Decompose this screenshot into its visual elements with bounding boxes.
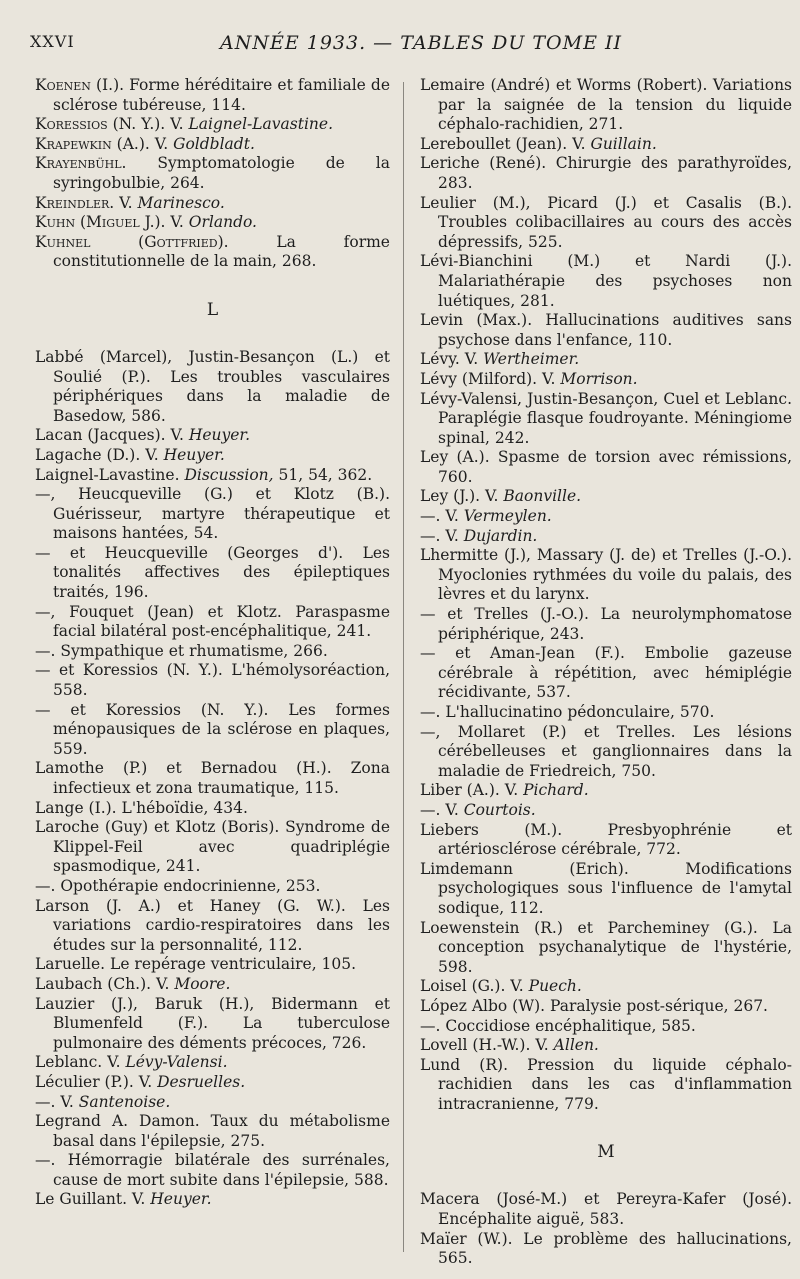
entry-italic: Moore. — [174, 974, 231, 993]
index-entry — [35, 194, 390, 214]
entry-text: La forme constitutionnelle de la main, 268. — [53, 232, 390, 271]
entry-text: —. V. — [420, 800, 464, 819]
entry-name: Koenen (I.). — [35, 76, 125, 94]
index-entry — [35, 759, 390, 798]
entry-text: Léculier (P.). V. — [35, 1072, 158, 1091]
index-entry — [420, 1056, 792, 1115]
index-entry — [35, 213, 390, 233]
entry-text: Laroche (Guy) et Klotz (Boris). Syndrome de Klippel-Feil avec quadriplégie spasmodique, 241. — [35, 818, 390, 876]
index-entry — [420, 194, 792, 253]
entry-italic: Morrison. — [560, 369, 638, 388]
entry-text: V. — [114, 193, 138, 212]
entry-text: —. V. — [420, 526, 464, 545]
entry-text: Symptomatologie de la syringobulbie, 264. — [53, 154, 390, 192]
entry-italic: Allen. — [553, 1036, 599, 1055]
index-entry — [420, 350, 792, 370]
entry-text: V. — [165, 213, 189, 232]
entry-text: Ley (J.). V. — [420, 487, 504, 506]
entry-text: V. — [165, 115, 189, 134]
entry-text: Lange (I.). L'héboïdie, 434. — [35, 798, 248, 817]
entry-text: Liebers (M.). Presbyophrénie et artériosclérose cérébrale, 772. — [420, 820, 792, 859]
index-entry — [420, 370, 792, 390]
entry-name: Kuhn (Miguel J.). — [35, 213, 166, 232]
entry-text: —, Heucqueville (G.) et Klotz (B.). Guérisseur, martyre thérapeutique et maisons hantées, 54. — [35, 485, 390, 543]
index-entry — [35, 135, 390, 155]
entry-text: Lhermitte (J.), Massary (J. de) et Trelles (J.-O.). Myoclonies rythmées du voile du palais, des lèvres et du larynx. — [420, 546, 792, 604]
entry-text: Lovell (H.-W.). V. — [420, 1036, 554, 1055]
entry-text: Leulier (M.), Picard (J.) et Casalis (B.). Troubles colibacillaires au cours des accès dépressifs, 525. — [420, 193, 792, 251]
index-entry — [35, 818, 390, 877]
index-entry — [35, 1112, 390, 1151]
running-title: ANNÉE 1933. — TABLES DU TOME II — [220, 32, 622, 54]
index-entry — [420, 977, 792, 997]
entry-text: —. Opothérapie endocrinienne, 253. — [35, 876, 321, 895]
entry-text: Forme héréditaire et familiale de sclérose tubéreuse, 114. — [53, 76, 390, 114]
section-letter: L — [206, 299, 219, 320]
index-entry — [35, 642, 390, 662]
entry-tail: 51, 54, 362. — [273, 465, 373, 484]
entry-text: —. Coccidiose encéphalitique, 585. — [420, 1016, 696, 1035]
entry-italic: Pichard. — [523, 781, 589, 800]
section-letter: M — [597, 1142, 615, 1163]
entry-name: Kuhnel (Gottfried). — [35, 232, 229, 251]
index-entry — [420, 723, 792, 782]
entry-text: — et Aman-Jean (F.). Embolie gazeuse cérébrale à répétition, avec hémiplégie récidivante, 537. — [420, 644, 792, 702]
index-entry — [35, 661, 390, 700]
entry-text: Lacan (Jacques). V. — [35, 426, 189, 445]
index-entry — [35, 154, 390, 193]
entry-text: —. L'hallucinatino pédonculaire, 570. — [420, 703, 715, 721]
index-entry — [420, 252, 792, 311]
entry-text: Maïer (W.). Le problème des hallucinations, 565. — [420, 1229, 792, 1268]
index-entry — [420, 527, 792, 547]
index-entry — [35, 799, 390, 819]
index-entry — [35, 955, 390, 975]
column-divider — [403, 82, 404, 1252]
index-entry — [420, 448, 792, 487]
left-column — [35, 76, 390, 1210]
entry-text: Lévi-Bianchini (M.) et Nardi (J.). Malariathérapie des psychoses non luétiques, 281. — [420, 252, 792, 310]
index-entry — [420, 546, 792, 605]
index-entry — [420, 997, 792, 1017]
index-entry — [35, 1093, 390, 1113]
entry-italic: Goldbladt. — [173, 134, 255, 153]
entry-text: Lamothe (P.) et Bernadou (H.). Zona infectieux et zona traumatique, 115. — [35, 759, 390, 797]
entry-name: Koressios (N. Y.). — [35, 115, 166, 134]
index-entry — [35, 897, 390, 956]
index-entry — [35, 1190, 390, 1210]
entry-text: —, Mollaret (P.) et Trelles. Les lésions cérébelleuses et ganglionnaires dans la maladie de Friedreich, 750. — [420, 722, 792, 780]
entry-text: —. Sympathique et rhumatisme, 266. — [35, 641, 328, 660]
entry-text: Liber (A.). V. — [420, 781, 524, 800]
entry-italic: Vermeylen. — [463, 507, 552, 526]
index-entry — [420, 703, 792, 723]
entry-text: Lund (R). Pression du liquide céphalo-rachidien dans les cas d'inflammation intracranienne, 779. — [420, 1055, 792, 1113]
entry-italic: Santenoise. — [78, 1092, 171, 1111]
entry-text: Laubach (Ch.). V. — [35, 974, 175, 993]
entry-italic: Baonville. — [503, 487, 582, 506]
entry-text: Larson (J. A.) et Haney (G. W.). Les variations cardio-respiratoires dans les études sur la personnalité, 112. — [35, 896, 390, 954]
entry-text: —, Fouquet (Jean) et Klotz. Paraspasme facial bilatéral post-encéphalitique, 241. — [35, 602, 390, 641]
entry-italic: Marinesco. — [137, 193, 225, 212]
entry-name: Krayenbühl. — [35, 154, 127, 173]
entry-text: Leriche (René). Chirurgie des parathyroïdes, 283. — [420, 154, 792, 192]
entry-text: Laruelle. Le repérage ventriculaire, 105. — [35, 955, 357, 974]
index-entry — [35, 1053, 390, 1073]
index-entry — [420, 390, 792, 449]
index-entry — [420, 605, 792, 644]
entry-italic: Wertheimer. — [483, 350, 580, 369]
index-entry — [35, 975, 390, 995]
index-entry — [420, 821, 792, 860]
entry-italic: Courtois. — [463, 800, 536, 819]
index-entry — [35, 1073, 390, 1093]
entry-text: López Albo (W). Paralysie post-sérique, 267. — [420, 996, 768, 1015]
page-header — [30, 32, 790, 62]
entry-italic: Heuyer. — [188, 426, 251, 445]
entry-italic: Guillain. — [590, 134, 657, 153]
index-entry — [420, 781, 792, 801]
entry-text: Loisel (G.). V. — [420, 977, 529, 996]
entry-italic: Puech. — [528, 977, 582, 996]
index-entry — [35, 1151, 390, 1190]
entry-text: —. V. — [420, 507, 464, 526]
entry-text: — et Trelles (J.-O.). La neurolymphomatose périphérique, 243. — [420, 605, 792, 643]
entry-text: —. V. — [35, 1092, 79, 1111]
index-entry — [35, 446, 390, 466]
index-entry — [420, 135, 792, 155]
entry-text: Macera (José-M.) et Pereyra-Kafer (José). Encéphalite aiguë, 583. — [420, 1190, 792, 1229]
index-entry — [420, 154, 792, 193]
index-entry — [35, 466, 390, 486]
index-entry — [420, 860, 792, 919]
entry-text: Laignel-Lavastine. — [35, 465, 185, 484]
entry-text: —. Hémorragie bilatérale des surrénales, cause de mort subite dans l'épilepsie, 588. — [35, 1151, 390, 1189]
entry-text: Levin (Max.). Hallucinations auditives sans psychose dans l'enfance, 110. — [420, 311, 792, 349]
index-entry — [420, 487, 792, 507]
index-entry — [35, 701, 390, 760]
entry-italic: Heuyer. — [163, 445, 225, 464]
entry-text: Legrand A. Damon. Taux du métabolisme basal dans l'épilepsie, 275. — [35, 1112, 390, 1150]
index-entry — [35, 233, 390, 272]
index-entry — [420, 1230, 792, 1269]
index-entry — [35, 115, 390, 135]
index-entry — [420, 1036, 792, 1056]
entry-italic: Discussion, — [184, 465, 274, 484]
entry-text: Ley (A.). Spasme de torsion avec rémissions, 760. — [420, 448, 792, 486]
index-entry — [35, 603, 390, 642]
entry-text: Le Guillant. V. — [35, 1190, 151, 1209]
index-entry — [35, 348, 390, 426]
entry-text: Labbé (Marcel), Justin-Besançon (L.) et Soulié (P.). Les troubles vasculaires périphériques dans la maladie de Basedow, 586. — [35, 347, 390, 425]
entry-name: Kreindler. — [35, 193, 115, 212]
entry-italic: Orlando. — [188, 213, 257, 232]
index-entry — [35, 76, 390, 115]
index-entry — [420, 311, 792, 350]
entry-text: Limdemann (Erich). Modifications psychologiques sous l'influence de l'amytal sodique, 112. — [420, 859, 792, 917]
index-entry — [35, 426, 390, 446]
index-entry — [420, 1190, 792, 1229]
entry-text: Leblanc. V. — [35, 1053, 126, 1072]
entry-text: Lereboullet (Jean). V. — [420, 134, 591, 153]
index-entry — [420, 801, 792, 821]
entry-text: Lagache (D.). V. — [35, 445, 164, 464]
index-entry — [420, 76, 792, 135]
entry-text: — et Heucqueville (Georges d'). Les tonalités affectives des épileptiques traités, 196. — [35, 543, 390, 602]
index-entry — [35, 485, 390, 544]
entry-italic: Lévy-Valensi. — [125, 1053, 228, 1072]
entry-text: Lévy-Valensi, Justin-Besançon, Cuel et Leblanc. Paraplégie flasque foudroyante. Méningiome spinal, 242. — [420, 389, 792, 447]
entry-name: Krapewkin (A.). — [35, 134, 150, 153]
entry-italic: Desruelles. — [157, 1072, 246, 1091]
index-entry — [420, 919, 792, 978]
index-entry — [420, 644, 792, 703]
entry-italic: Laignel-Lavastine. — [188, 115, 334, 134]
entry-text: Lemaire (André) et Worms (Robert). Variations par la saignée de la tension du liquide céphalo-rachidien, 271. — [420, 76, 792, 134]
index-entry — [420, 1017, 792, 1037]
right-column — [420, 76, 792, 1269]
entry-text: Lauzier (J.), Baruk (H.), Bidermann et Blumenfeld (F.). La tuberculose pulmonaire des déments précoces, 726. — [35, 994, 390, 1052]
index-entry — [35, 544, 390, 603]
index-entry — [420, 507, 792, 527]
entry-text: — et Koressios (N. Y.). L'hémolysoréaction, 558. — [35, 661, 390, 700]
entry-text: Lévy (Milford). V. — [420, 369, 561, 388]
entry-text: Lévy. V. — [420, 350, 484, 369]
index-entry — [35, 995, 390, 1054]
entry-italic: Dujardin. — [463, 526, 538, 545]
entry-text: — et Koressios (N. Y.). Les formes ménopausiques de la sclérose en plaques, 559. — [35, 700, 390, 758]
page-number: XXVI — [30, 32, 75, 51]
entry-text: V. — [149, 134, 174, 153]
entry-italic: Heuyer. — [150, 1190, 212, 1209]
index-entry — [35, 877, 390, 897]
entry-text: Loewenstein (R.) et Parcheminey (G.). La conception psychanalytique de l'hystérie, 598. — [420, 918, 792, 976]
